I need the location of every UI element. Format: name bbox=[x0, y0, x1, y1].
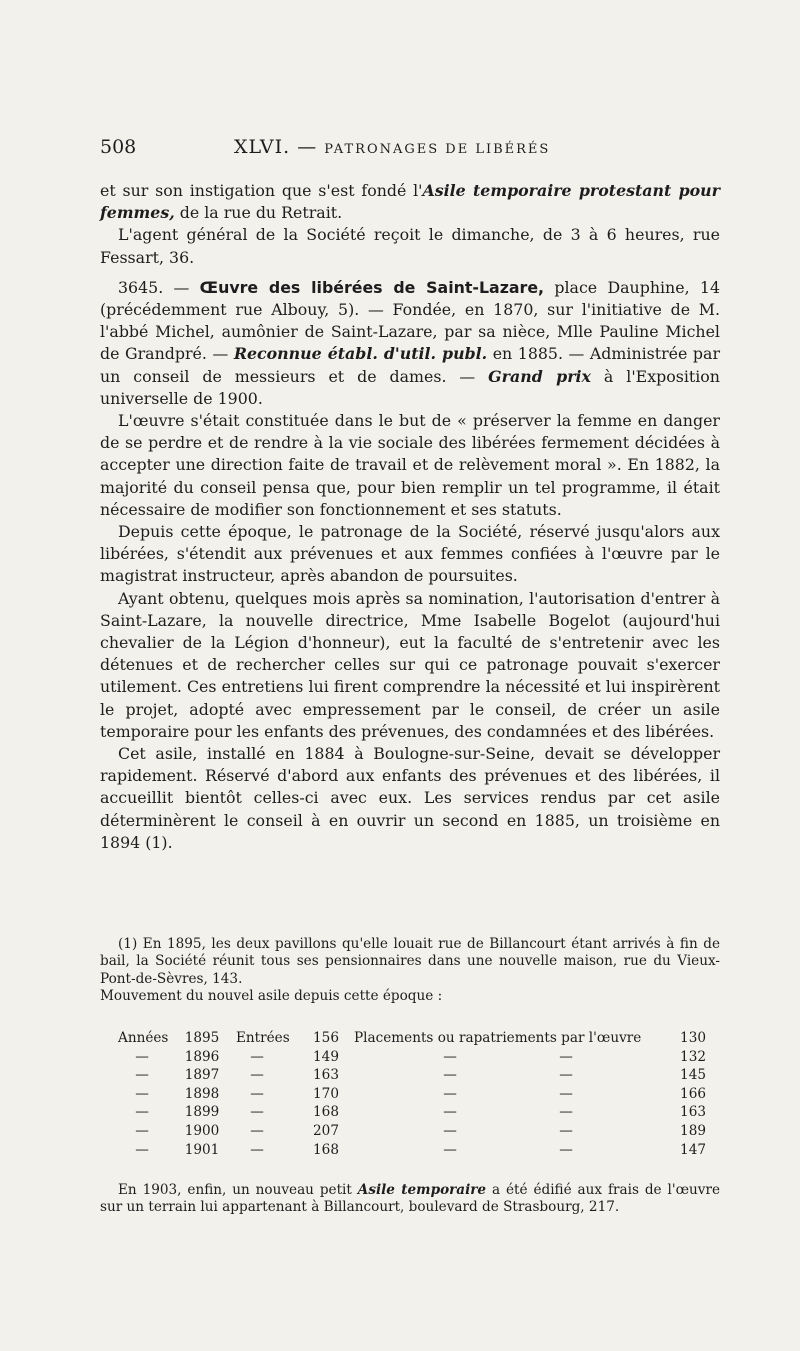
running-title bbox=[234, 136, 550, 158]
ditto-mark: — bbox=[250, 1048, 264, 1065]
ditto-mark: — bbox=[559, 1122, 573, 1139]
cell-year: 1900 bbox=[184, 1122, 220, 1139]
cell-placements: 132 bbox=[680, 1048, 706, 1065]
ditto-mark: — bbox=[559, 1067, 573, 1084]
paragraph: L'œuvre s'était constituée dans le but de « préserver la femme en danger de se perdre et de rendre à la vie sociale des libérées fermement décidées à accepter une direction faite de travail et de relèvement moral ». En 1882, la majorité du conseil pensa que, pour bien remplir un tel programme, il était nécessaire de modifier son fonctionnement et ses statuts. bbox=[100, 411, 720, 519]
paragraph: Cet asile, installé en 1884 à Boulogne-sur-Seine, devait se développer rapidement. Réservé d'abord aux enfants des prévenues et des libérées, il accueillit bientôt celles-ci avec eux. Les services rendus par cet asile déterminèrent le conseil à en ouvrir un second en 1885, un troisième en 1894 (1). bbox=[100, 744, 720, 852]
ditto-mark: — bbox=[443, 1122, 457, 1139]
cell-entries: 207 bbox=[313, 1122, 339, 1139]
ditto-mark: — bbox=[250, 1067, 264, 1084]
ditto-mark: — bbox=[559, 1048, 573, 1065]
paragraph: Ayant obtenu, quelques mois après sa nomination, l'autorisation d'entrer à Saint-Lazare, la nouvelle directrice, Mme Isabelle Bogelot (aujourd'hui chevalier de la Légion d'honneur), eut la faculté de s'entretenir avec les détenues et de rechercher celles sur qui ce patronage pouvait s'exercer utilement. Ces entretiens lui firent comprendre la nécessité et lui inspirèrent le projet, adopté avec empressement par le conseil, de créer un asile temporaire pour les enfants des prévenues, des condamnées et des libérées. bbox=[100, 588, 720, 741]
italic-recognition: Reconnue établ. d'util. publ. bbox=[233, 344, 488, 364]
ditto-mark: — bbox=[135, 1085, 149, 1102]
ditto-mark: — bbox=[135, 1122, 149, 1139]
italic-asile-title: Asile temporaire protestant pour femmes, bbox=[100, 181, 720, 223]
cell-placements: 166 bbox=[680, 1085, 706, 1102]
paragraph: L'agent général de la Société reçoit le dimanche, de 3 à 6 heures, rue Fessart, 36. bbox=[100, 225, 720, 267]
table-row bbox=[118, 1030, 718, 1049]
cell-placements: 189 bbox=[680, 1122, 706, 1139]
table-row bbox=[118, 1086, 718, 1105]
entry-number: 3645. — bbox=[118, 277, 200, 297]
ditto-mark: — bbox=[443, 1048, 457, 1065]
paragraph bbox=[100, 1182, 720, 1217]
ditto-mark: — bbox=[250, 1141, 264, 1158]
text-run: En 1903, enfin, un nouveau petit bbox=[118, 1182, 358, 1198]
movement-label: Mouvement du nouvel asile depuis cette époque : bbox=[100, 988, 443, 1005]
ditto-mark: — bbox=[135, 1141, 149, 1158]
paragraph bbox=[100, 180, 720, 224]
table-row bbox=[118, 1142, 718, 1161]
label-years: Années bbox=[118, 1030, 169, 1046]
ditto-mark: — bbox=[135, 1067, 149, 1084]
cell-entries: 168 bbox=[313, 1141, 339, 1158]
title-dash: — bbox=[297, 136, 318, 158]
table-row bbox=[118, 1104, 718, 1123]
cell-entries: 163 bbox=[313, 1067, 339, 1084]
cell-year: 1899 bbox=[184, 1104, 220, 1121]
cell-placements: 147 bbox=[680, 1141, 706, 1158]
text-run: en 1885. — Administrée par un conseil de messieurs et de dames. — bbox=[100, 344, 721, 386]
cell-year: 1895 bbox=[184, 1030, 220, 1046]
table-row bbox=[118, 1049, 718, 1068]
cell-year: 1896 bbox=[184, 1048, 220, 1065]
chapter-title: PATRONAGES DE LIBÉRÉS bbox=[324, 142, 551, 157]
footnote bbox=[100, 936, 720, 1006]
entry-title: Œuvre des libérées de Saint-Lazare, bbox=[199, 277, 545, 297]
text-run: à l'Exposition universelle de 1900. bbox=[100, 366, 720, 408]
text-run: a été édifié aux frais de l'œuvre sur un terrain lui appartenant à Billancourt, boulevard de Strasbourg, 217. bbox=[100, 1182, 720, 1216]
ditto-mark: — bbox=[443, 1141, 457, 1158]
cell-entries: 149 bbox=[313, 1048, 339, 1065]
cell-placements: 163 bbox=[680, 1104, 706, 1121]
table-body bbox=[118, 1049, 718, 1161]
text-run: et sur son instigation que s'est fondé l' bbox=[100, 181, 423, 200]
ditto-mark: — bbox=[250, 1085, 264, 1102]
ditto-mark: — bbox=[250, 1122, 264, 1139]
ditto-mark: — bbox=[559, 1141, 573, 1158]
table-row bbox=[118, 1123, 718, 1142]
cell-year: 1897 bbox=[184, 1067, 220, 1084]
ditto-mark: — bbox=[135, 1104, 149, 1121]
main-text bbox=[100, 180, 720, 854]
running-header bbox=[100, 136, 720, 166]
ditto-mark: — bbox=[559, 1104, 573, 1121]
footnote-text: (1) En 1895, les deux pavillons qu'elle louait rue de Billancourt étant arrivés à fin de bail, la Société réunit tous ses pensionnaires dans une nouvelle maison, rue du Vieux-Pont-de-Sèvres, 143. bbox=[100, 936, 720, 987]
cell-entries: 168 bbox=[313, 1104, 339, 1121]
entry-3645 bbox=[100, 277, 720, 410]
cell-placements: 145 bbox=[680, 1067, 706, 1084]
ditto-mark: — bbox=[443, 1104, 457, 1121]
ditto-mark: — bbox=[559, 1085, 573, 1102]
asile-movement-table bbox=[118, 1030, 718, 1160]
ditto-mark: — bbox=[250, 1104, 264, 1121]
cell-year: 1901 bbox=[184, 1141, 220, 1158]
chapter-number: XLVI. bbox=[234, 136, 291, 158]
italic-asile: Asile temporaire bbox=[357, 1182, 487, 1198]
table-row bbox=[118, 1067, 718, 1086]
label-placements: Placements ou rapatriements par l'œuvre bbox=[354, 1030, 642, 1046]
cell-entries: 156 bbox=[313, 1030, 339, 1046]
ditto-mark: — bbox=[443, 1067, 457, 1084]
final-paragraph bbox=[100, 1182, 720, 1217]
ditto-mark: — bbox=[443, 1085, 457, 1102]
cell-placements: 130 bbox=[680, 1030, 706, 1046]
cell-entries: 170 bbox=[313, 1085, 339, 1102]
text-run: place Dauphine, 14 (précédemment rue Albouy, 5). — Fondée, en 1870, sur l'initiative de M. l'abbé Michel, aumônier de Saint-Lazare, par sa nièce, Mlle Pauline Michel de Grandpré. — bbox=[100, 277, 720, 364]
page-number: 508 bbox=[100, 136, 137, 158]
label-entries: Entrées bbox=[236, 1030, 290, 1046]
cell-year: 1898 bbox=[184, 1085, 220, 1102]
paragraph: Depuis cette époque, le patronage de la Société, réservé jusqu'alors aux libérées, s'étendit aux prévenues et aux femmes confiées à l'œuvre par le magistrat instructeur, après abandon de poursuites. bbox=[100, 522, 720, 586]
text-run: de la rue du Retrait. bbox=[174, 203, 343, 223]
ditto-mark: — bbox=[135, 1048, 149, 1065]
italic-grand-prix: Grand prix bbox=[488, 366, 591, 386]
